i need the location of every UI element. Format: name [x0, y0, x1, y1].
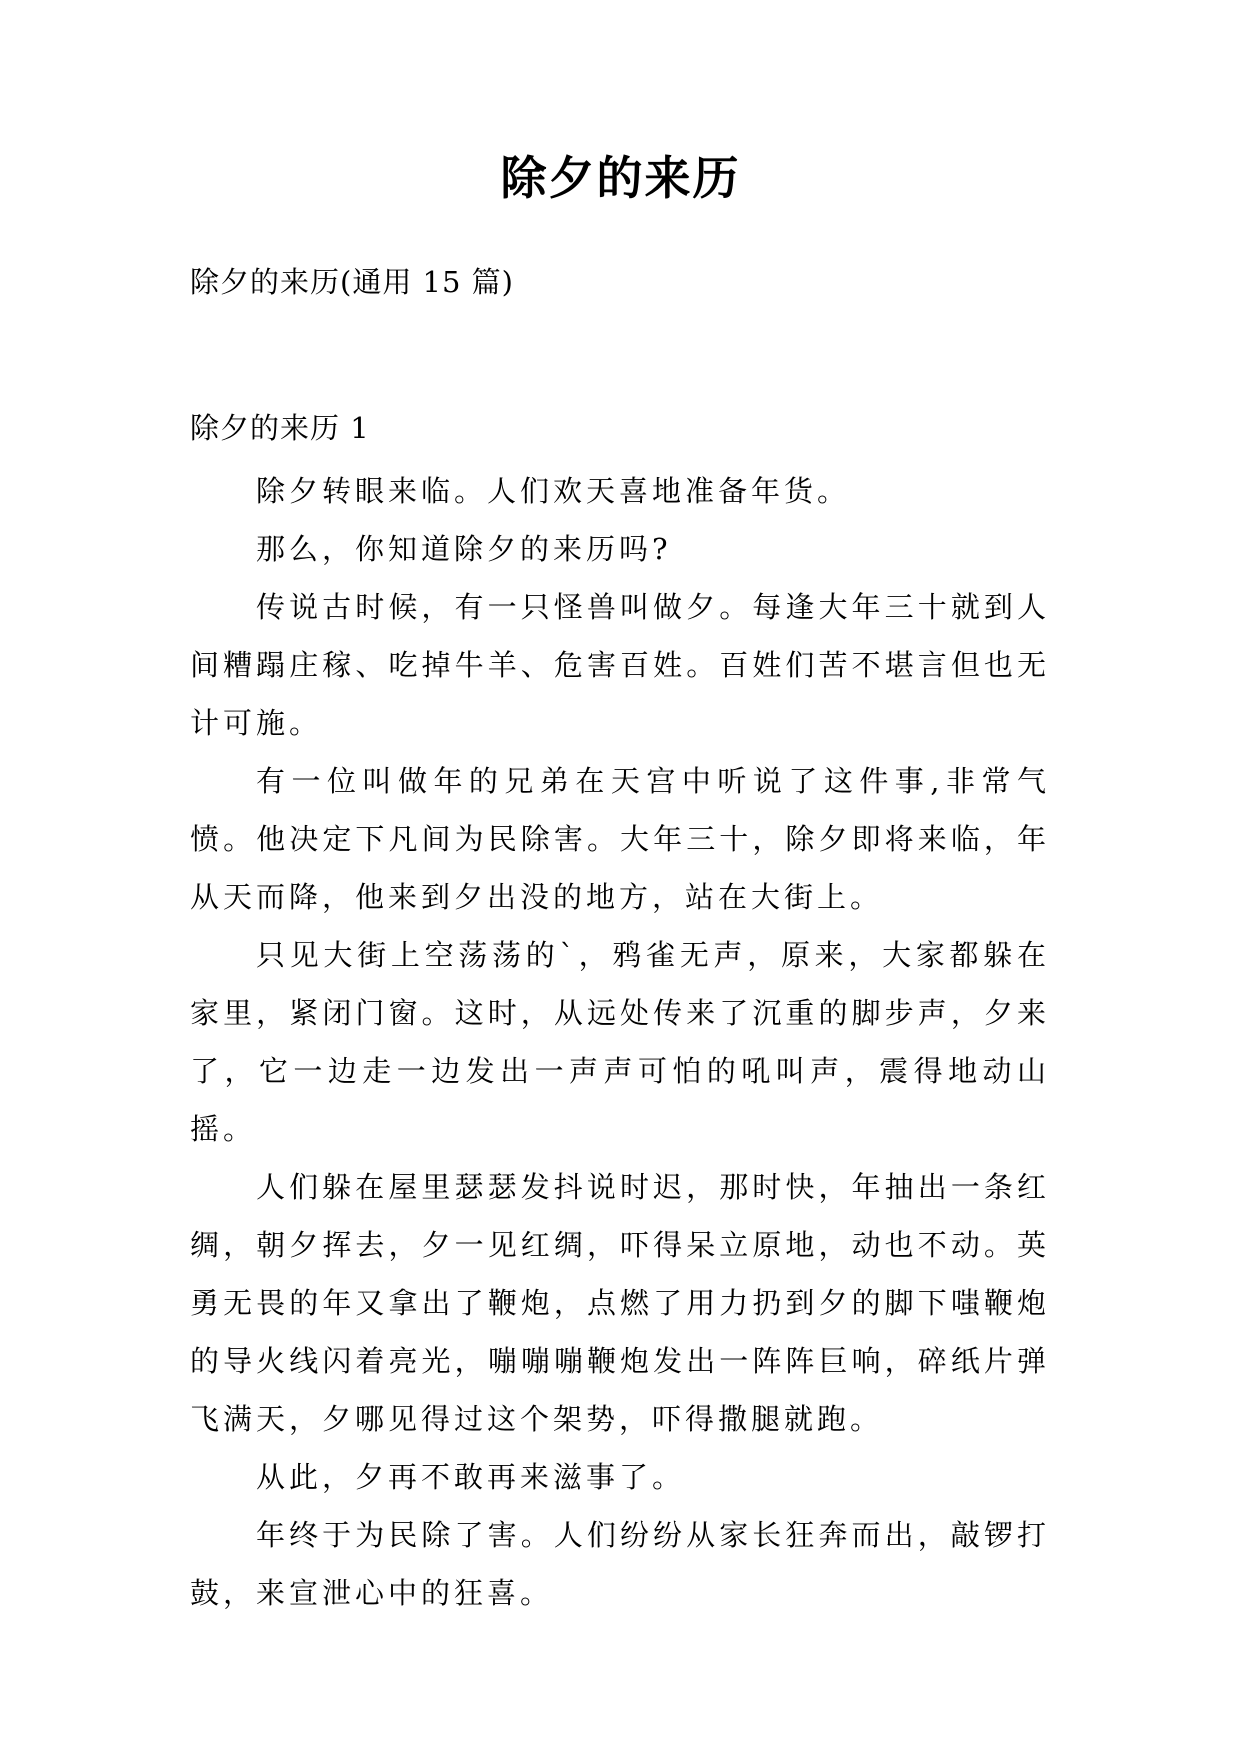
- paragraph: 只见大街上空荡荡的`，鸦雀无声，原来，大家都躲在家里，紧闭门窗。这时，从远处传来了沉重的脚步声，夕来了，它一边走一边发出一声声可怕的吼叫声，震得地动山摇。: [190, 938, 1050, 1146]
- paragraph: 传说古时候，有一只怪兽叫做夕。每逢大年三十就到人间糟蹋庄稼、吃掉牛羊、危害百姓。百姓们苦不堪言但也无计可施。: [190, 590, 1050, 740]
- paragraph: 从此，夕再不敢再来滋事了。: [256, 1460, 686, 1494]
- paragraph: 人们躲在屋里瑟瑟发抖说时迟，那时快，年抽出一条红绸，朝夕挥去，夕一见红绸，吓得呆立原地，动也不动。英勇无畏的年又拿出了鞭炮，点燃了用力扔到夕的脚下嗤鞭炮的导火线闪着亮光，嘣嘣嘣鞭炮发出一阵阵巨响，碎纸片弹飞满天，夕哪见得过这个架势，吓得撒腿就跑。: [190, 1170, 1050, 1436]
- article-body: [190, 462, 1050, 1622]
- page-title: 除夕的来历: [500, 151, 741, 205]
- paragraph: 除夕转眼来临。人们欢天喜地准备年货。: [256, 474, 851, 508]
- section-heading: 除夕的来历 1: [190, 411, 370, 445]
- document-subtitle: 除夕的来历(通用 15 篇): [190, 265, 514, 299]
- paragraph: 有一位叫做年的兄弟在天宫中听说了这件事,非常气愤。他决定下凡间为民除害。大年三十，除夕即将来临，年从天而降，他来到夕出没的地方，站在大街上。: [190, 764, 1050, 914]
- paragraph: 那么，你知道除夕的来历吗?: [256, 532, 672, 566]
- paragraph: 年终于为民除了害。人们纷纷从家长狂奔而出，敲锣打鼓，来宣泄心中的狂喜。: [190, 1518, 1050, 1610]
